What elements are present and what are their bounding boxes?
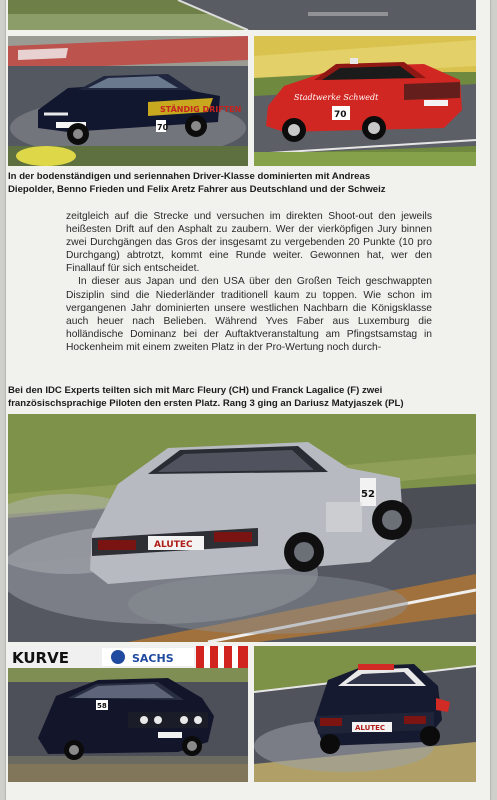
photo2-livery-text: Stadtwerke Schwedt — [294, 93, 379, 102]
photo3-plate-text: ALUTEC — [154, 540, 193, 550]
photo-dark-bmw-banner — [8, 646, 248, 782]
caption-idc-experts — [8, 384, 480, 410]
caption-idc-experts-line2: französischsprachige Piloten den ersten Platz. Rang 3 ging an Dariusz Matyjaszek (PL) — [8, 398, 404, 409]
article-paragraph-1: zeitgleich auf die Strecke und versuchen im direkten Shoot-out den jeweils heißesten Drift auf den Asphalt zu zaubern. Wer der vierköpfigen Jury binnen zwei Durchgängen das Gros der insgesamt zu vergebenden 20 Punkte (10 pro Durchgang) abtrotzt, kommt eine Runde weiter. Gewonnen hat, wer den Finallauf für sich entscheidet. — [66, 211, 432, 275]
article-body — [66, 210, 432, 354]
caption-driver-class-line1: In der bodenständigen und seriennahen Driver-Klasse dominierten mit Andreas — [8, 171, 371, 182]
photo1-car-number: 70 — [157, 123, 169, 132]
caption-idc-experts-line1: Bei den IDC Experts teilten sich mit Marc Fleury (CH) und Franck Lagalice (F) zwei — [8, 385, 383, 396]
photo4-car-number: 58 — [97, 702, 107, 710]
photo1-livery-text: STÄNDIG DRIFTEN — [160, 105, 242, 114]
photo-silver-bmw-drift — [8, 414, 476, 642]
article-paragraph-2: In dieser aus Japan und den USA über den Großen Teich geschwappten Disziplin sind die Niederländer traditionell kaum zu toppen. Wie schon im vergangenen Jahr dominierten unsere westlichen Nachbarn die Königsklasse auch heuer nach Belieben. Während Yves Faber aus Luxemburg die holländische Dominanz bei der Auftaktveranstaltung am Pfingstsamstag in Hockenheim mit einem zweiten Platz in der Pro-Wertung noch durch- — [66, 276, 432, 353]
top-photo-strip — [8, 0, 476, 30]
photo5-plate-text: ALUTEC — [355, 724, 386, 732]
photo4-banner-right: SACHS — [132, 652, 174, 665]
photo-dark-bmw-drift — [8, 36, 248, 166]
photo-red-bmw — [254, 36, 476, 166]
photo4-banner-left: KURVE — [12, 649, 69, 667]
photo-dark-bmw-rear — [254, 646, 476, 782]
caption-driver-class — [8, 170, 480, 196]
photo3-car-number: 52 — [361, 489, 375, 500]
photo2-car-number: 70 — [334, 110, 347, 120]
caption-driver-class-line2: Diepolder, Benno Frieden und Felix Aretz Fahrer aus Deutschland und der Schweiz — [8, 184, 386, 195]
